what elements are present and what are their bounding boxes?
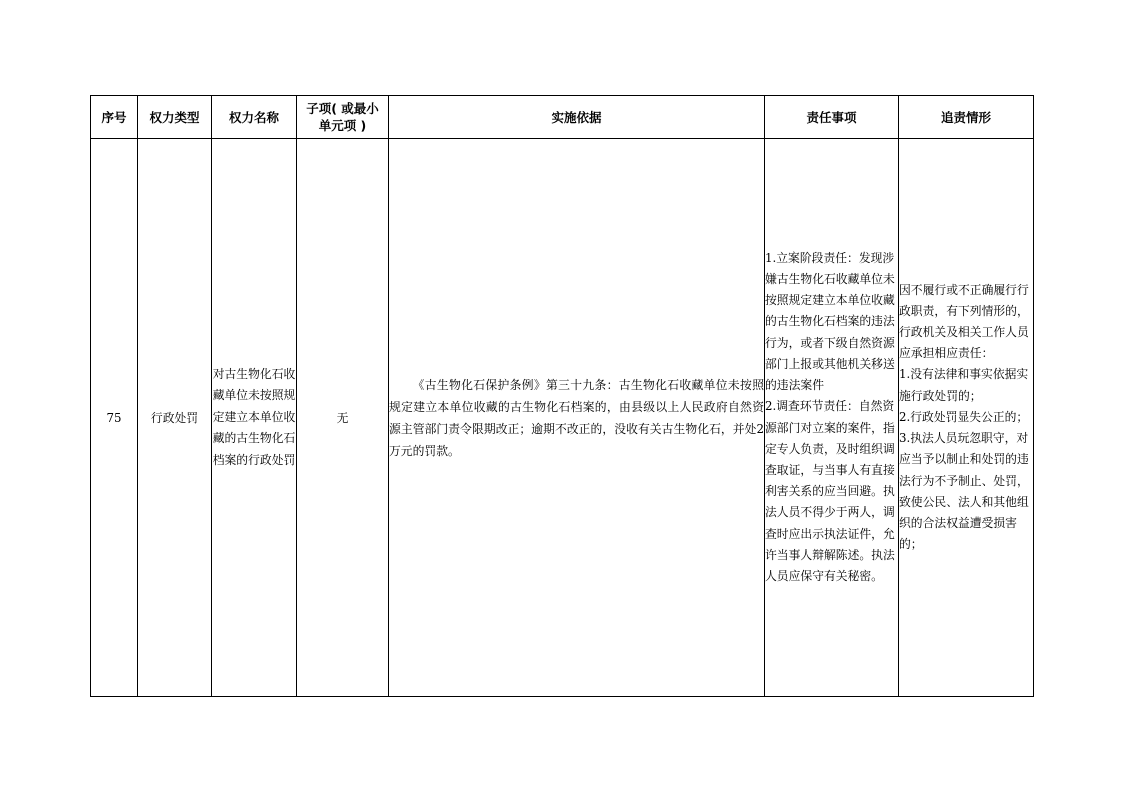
table-row: [91, 139, 1034, 697]
cell-basis: [389, 139, 765, 697]
basis-text: 《古生物化石保护条例》第三十九条：古生物化石收藏单位未按照规定建立本单位收藏的古生物化石档案的，由县级以上人民政府自然资源主管部门责令限期改正；逾期不改正的，没收有关古生物化石，并处2万元的罚款。: [389, 377, 764, 458]
header-duties: 责任事项: [765, 96, 899, 139]
header-row: [91, 96, 1034, 139]
cell-seq: 75: [91, 139, 138, 697]
cell-accountability: 因不履行或不正确履行行政职责，有下列情形的，行政机关及相关工作人员应承担相应责任： 1.没有法律和事实依据实施行政处罚的； 2.行政处罚显失公正的； 3.执法人员玩忽职守，对应当予以制止和处罚的违法行为不予制止、处罚，致使公民、法人和其他组织的合法权益遭受损害的；: [899, 139, 1034, 697]
power-list-table: [90, 95, 1034, 697]
header-seq: 序号: [91, 96, 138, 139]
cell-power-name: 对古生物化石收藏单位未按照规定建立本单位收藏的古生物化石档案的行政处罚: [212, 139, 297, 697]
header-power-name: 权力名称: [212, 96, 297, 139]
cell-duties: 1.立案阶段责任：发现涉嫌古生物化石收藏单位未按照规定建立本单位收藏的古生物化石档案的违法行为，或者下级自然资源部门上报或其他机关移送的违法案件 2.调查环节责任：自然资源部门对立案的案件，指定专人负责，及时组织调查取证，与当事人有直接利害关系的应当回避。执法人员不得少于两人，调查时应出示执法证件，允许当事人辩解陈述。执法人员应保守有关秘密。: [765, 139, 899, 697]
cell-sub-item: 无: [297, 139, 389, 697]
cell-power-type: 行政处罚: [138, 139, 212, 697]
header-power-type: 权力类型: [138, 96, 212, 139]
header-basis: 实施依据: [389, 96, 765, 139]
header-accountability: 追责情形: [899, 96, 1034, 139]
header-sub-item: 子项( 或最小单元项 ): [297, 96, 389, 139]
